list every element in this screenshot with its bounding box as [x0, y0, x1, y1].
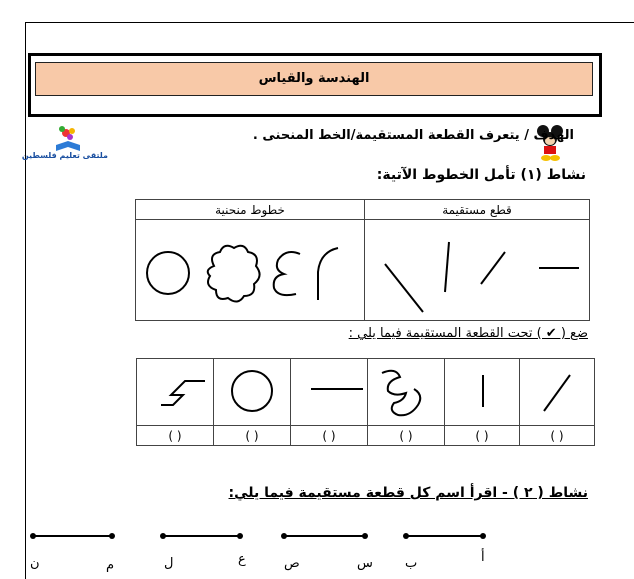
straight-lines-header: قطع مستقيمة	[365, 200, 590, 220]
answer-slot-5[interactable]: ( )	[445, 426, 520, 446]
straight-lines-drawing	[365, 220, 589, 320]
logo	[21, 121, 108, 163]
page-title: الهندسة والقياس	[258, 71, 370, 86]
straight-lines-cell	[365, 220, 590, 321]
segment-label-meem: م	[106, 558, 115, 573]
answer-slot-2[interactable]: ( )	[214, 426, 291, 446]
shape-curve-cell	[368, 359, 445, 426]
shape-vertical-line-cell	[445, 359, 520, 426]
answer-slot-6[interactable]: ( )	[520, 426, 595, 446]
segment-label-ba: ب	[405, 556, 418, 571]
segment-label-sad: ص	[284, 556, 300, 571]
page-border-top	[25, 22, 634, 23]
answer-slot-1[interactable]: ( )	[137, 426, 214, 446]
answer-slot-3[interactable]: ( )	[291, 426, 368, 446]
activity2-heading: نشاط ( ٢ ) - اقرأ اسم كل قطعة مستقيمة فيما يلي:	[228, 485, 588, 501]
curved-lines-cell	[136, 220, 365, 321]
shape-horizontal-line-cell	[291, 359, 368, 426]
curved-lines-drawing	[136, 220, 364, 320]
shape-diagonal-line-cell	[520, 359, 595, 426]
activity1-heading: نشاط (١) تأمل الخطوط الآتية:	[376, 167, 586, 183]
curved-lines-header: خطوط منحنية	[136, 200, 365, 220]
shape-circle-cell	[214, 359, 291, 426]
shape-zigzag-cell	[137, 359, 214, 426]
segment-label-lam: ل	[164, 556, 174, 571]
segment-label-seen: س	[357, 556, 373, 571]
logo-text: ملتقى تعليم فلسطين	[21, 151, 108, 160]
lines-table	[135, 199, 590, 321]
segment-label-noon: ن	[30, 556, 40, 571]
identify-table	[136, 358, 595, 446]
segment-label-alef: أ	[481, 550, 485, 565]
segments-drawing	[0, 528, 634, 548]
page-border-left	[25, 22, 26, 579]
answer-slot-4[interactable]: ( )	[368, 426, 445, 446]
instruction-text: ضع ( ✔ ) تحت القطعة المستقيمة فيما يلي :	[348, 326, 588, 341]
lesson-goal: الهدف / يتعرف القطعة المستقيمة/الخط المنحنى .	[252, 128, 574, 143]
segment-label-ain: ع	[238, 552, 246, 567]
